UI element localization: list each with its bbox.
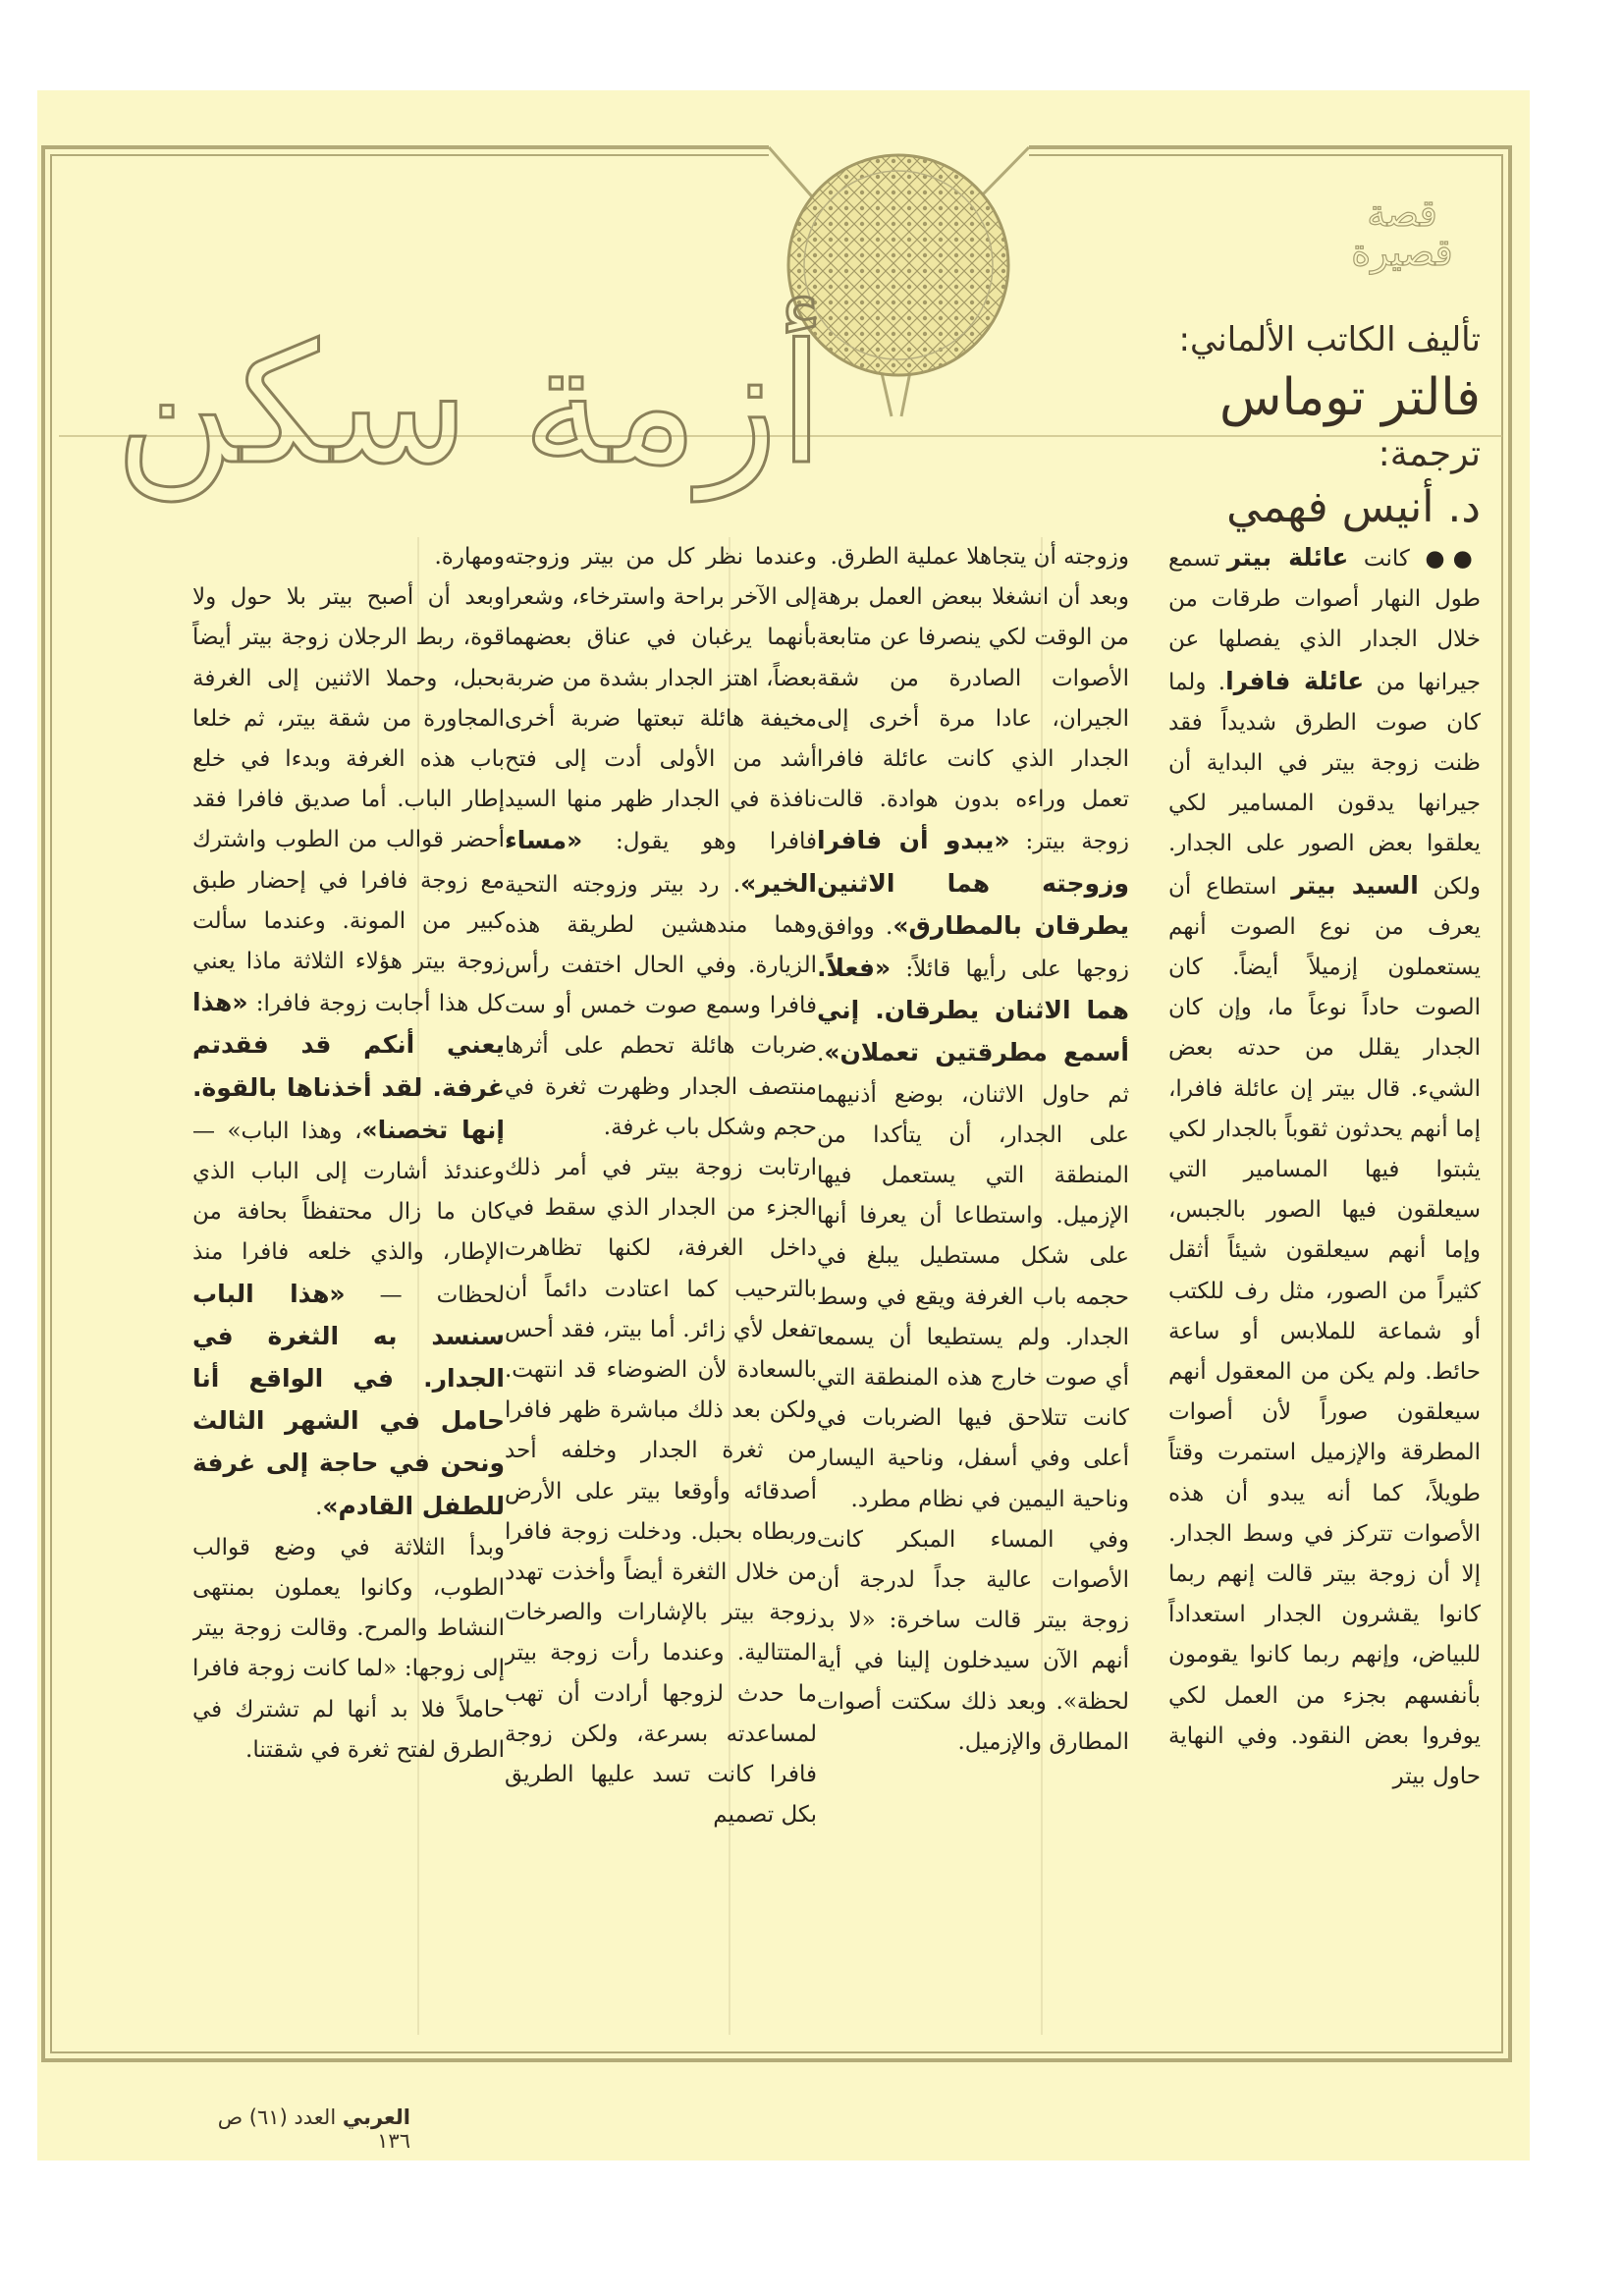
text-column-1 bbox=[1168, 537, 1481, 2094]
body-text: وبدأ الثلاثة في وضع قوالب الطوب، وكانوا يعملون بمنتهى النشاط والمرح. وقالت زوجة بيتر إلى زوجها: «لما كانت زوجة فافرا حاملاً فلا بد أنها لم تشترك في الطرق لفتح ثغرة في شقتنا. bbox=[192, 1534, 505, 1763]
body-text: . ثم حاول الاثنان، بوضع أذنيهما على الجدار، أن يتأكدا من المنطقة التي يستعمل فيها الإزميل. واستطاعا أن يعرفا أنها على شكل مستطيل يبلغ في حجمه باب الغرفة ويقع في وسط الجدار. ولم يستطيعا أن يسمعا أي صوت خارج هذه المنطقة التي كانت تتلاحق فيها الضربات في أعلى وفي أسفل، وناحية اليسار وناحية اليمين في نظام مطرد. bbox=[817, 1041, 1129, 1512]
body-text: وبعد أن انشغلا ببعض العمل برهة من الوقت لكي ينصرفا عن متابعة الأصوات الصادرة من شقة الجيران، عادا مرة أخرى إلى الجدار الذي كانت عائلة فافرا تعمل وراءه بدون هوادة. قالت زوجة بيتر: bbox=[817, 584, 1129, 855]
text-column-3 bbox=[505, 537, 817, 2094]
paragraph bbox=[817, 537, 1129, 577]
paragraph bbox=[817, 1520, 1129, 1763]
emphasis-text: عائلة فافرا bbox=[1225, 666, 1365, 695]
paragraph bbox=[192, 537, 505, 577]
series-label: قصة قصيرة bbox=[1351, 191, 1453, 274]
page-footer bbox=[214, 2105, 410, 2153]
emphasis-text: «هذا الباب سنسد به الثغرة في الجدار. في الواقع أنا حامل في الشهر الثالث ونحن في حاجة إلى غرفة للطفل القادم» bbox=[192, 1279, 505, 1520]
article-body bbox=[116, 537, 1481, 2094]
body-text: . ووافق زوجها على رأيها قائلاً: bbox=[817, 913, 1129, 983]
body-text: ●● كانت bbox=[1348, 546, 1481, 572]
emphasis-text: «مساء الخير» bbox=[505, 826, 817, 898]
body-text: وعندما نظر كل من بيتر وزوجته إلى الآخر براحة واسترخاء، وشعرا بأنهما يرغبان في عناق بعضهما بعضاً، اهتز الجدار بشدة من ضربة مخيفة هائلة تبعتها ضربة أخرى أشد من الأولى أدت إلى فتح نافذة في الجدار ظهر منها السيد فافرا وهو يقول: bbox=[505, 544, 817, 855]
emphasis-text: السيد بيتر bbox=[1291, 870, 1419, 900]
body-text: وبعد أن أصبح بيتر بلا حول ولا قوة، ربط الرجلان زوجة بيتر أيضاً بحبل، وحملا الاثنين إلى الغرفة المجاورة من شقة بيتر، ثم خلعا باب هذه الغرفة وبدءا في خلع إطار الباب. أما صديق فافرا فقد أحضر قوالب من الطوب واشترك مع زوجة فافرا في إحضار طبق كبير من المونة. وعندما سألت زوجة بيتر هؤلاء الثلاثة ماذا يعني كل هذا أجابت زوجة فافرا: bbox=[192, 584, 505, 1017]
paragraph bbox=[1168, 537, 1481, 1797]
author-label: تأليف الكاتب الألماني: bbox=[1178, 320, 1481, 359]
translation-label: ترجمة: bbox=[1378, 434, 1481, 474]
text-column-2 bbox=[817, 537, 1129, 2094]
body-text: ، وهذا الباب» — وعندئذ أشارت إلى الباب الذي كان ما زال محتفظاً بحافة من الإطار، والذي خلعه فافرا منذ لحظات — bbox=[192, 1118, 505, 1308]
emphasis-text: عائلة بيتر bbox=[1226, 543, 1349, 572]
author-name: فالتر توماس bbox=[1219, 368, 1481, 427]
body-text: تسمع طول النهار أصوات طرقات من خلال الجدار الذي يفصلها عن جيرانها من bbox=[1168, 546, 1481, 695]
paragraph bbox=[192, 577, 505, 1528]
credits-block bbox=[1112, 314, 1481, 536]
paragraph bbox=[505, 1148, 817, 1835]
body-text: استطاع أن يعرف من نوع الصوت أنهم يستعملون إزميلاً أيضاً. كان الصوت حاداً نوعاً ما، وإن كان الجدار يقلل من حدته بعض الشيء. قال بيتر إن عائلة فافرا، إما أنهم يحدثون ثقوباً بالجدار لكي يثبتوا فيها المسامير التي سيعلقون فيها الصور بالجبس، وإما أنهم سيعلقون شيئاً أثقل كثيراً من الصور، مثل رف للكتب أو شماعة للملابس أو ساعة حائط. ولم يكن من المعقول أنهم سيعلقون صوراً لأن أصوات المطرقة والإزميل استمرت وقتاً طويلاً، كما أنه يبدو أن هذه الأصوات تتركز في وسط الجدار. إلا أن زوجة بيتر قالت إنهم ربما كانوا يقشرون الجدار استعداداً للبياض، وإنهم ربما كانوا يقومون بأنفسهم بجزء من العمل لكي يوفروا بعض النقود. وفي النهاية حاول بيتر bbox=[1168, 873, 1481, 1790]
body-text: . ولما كان صوت الطرق شديداً فقد ظنت زوجة بيتر في البداية أن جيرانها يدقون المسامير لكي يعلقوا بعض الصور على الجدار. ولكن bbox=[1168, 669, 1481, 900]
emphasis-text: «فعلاً. هما الاثنان يطرقان. إني أسمع مطرقتين تعملان» bbox=[817, 954, 1129, 1067]
body-text: وفي المساء المبكر كانت الأصوات عالية جداً لدرجة أن زوجة بيتر قالت ساخرة: «لا بد أنهم الآن سيدخلون إلينا في أية لحظة». وبعد ذلك سكتت أصوات المطارق والإزميل. bbox=[817, 1526, 1129, 1755]
magazine-name: العربي bbox=[342, 2105, 410, 2129]
body-text: وزوجته أن يتجاهلا عملية الطرق. bbox=[830, 544, 1129, 570]
body-text: ارتابت زوجة بيتر في أمر ذلك الجزء من الجدار الذي سقط في داخل الغرفة، لكنها تظاهرت بالترحيب كما اعتادت دائماً أن تفعل لأي زائر. أما بيتر، فقد أحس بالسعادة لأن الضوضاء قد انتهت. ولكن بعد ذلك مباشرة ظهر فافرا من ثغرة الجدار وخلفه أحد أصدقائه وأوقعا بيتر على الأرض وربطاه بحبل. ودخلت زوجة فافرا من خلال الثغرة أيضاً وأخذت تهدد زوجة بيتر بالإشارات والصرخات المتتالية. وعندما رأت زوجة بيتر ما حدث لزوجها أرادت أن تهب لمساعدته بسرعة، ولكن زوجة فافرا كانت تسد عليها الطريق بكل تصميم bbox=[505, 1155, 817, 1829]
magazine-page bbox=[37, 90, 1530, 2160]
translator-name: د. أنيس فهمي bbox=[1226, 482, 1481, 532]
issue-page: العدد (٦١) ص ١٣٦ bbox=[217, 2105, 410, 2153]
text-column-4 bbox=[192, 537, 505, 2094]
emphasis-text: «يبدو أن فافرا وزوجته هما الاثنين يطرقان بالمطارق» bbox=[817, 826, 1129, 940]
paragraph bbox=[817, 577, 1129, 1520]
paragraph bbox=[505, 537, 817, 1148]
body-text: . رد بيتر وزوجته التحية وهما مندهشين لطريقة هذه الزيارة. وفي الحال اختفت رأس فافرا وسمع صوت خمس أو ست ضربات هائلة تحطم على أثرها منتصف الجدار وظهرت ثغرة في حجم وشكل باب غرفة. bbox=[505, 871, 817, 1140]
body-text: . bbox=[315, 1494, 323, 1520]
body-text: ومهارة. bbox=[434, 544, 505, 570]
paragraph bbox=[192, 1528, 505, 1771]
story-title: أزمة سكن bbox=[114, 308, 825, 501]
emphasis-text: «هذا يعني أنكم قد فقدتم غرفة. لقد أخذناها بالقوة. إنها تخصنا» bbox=[192, 988, 505, 1144]
